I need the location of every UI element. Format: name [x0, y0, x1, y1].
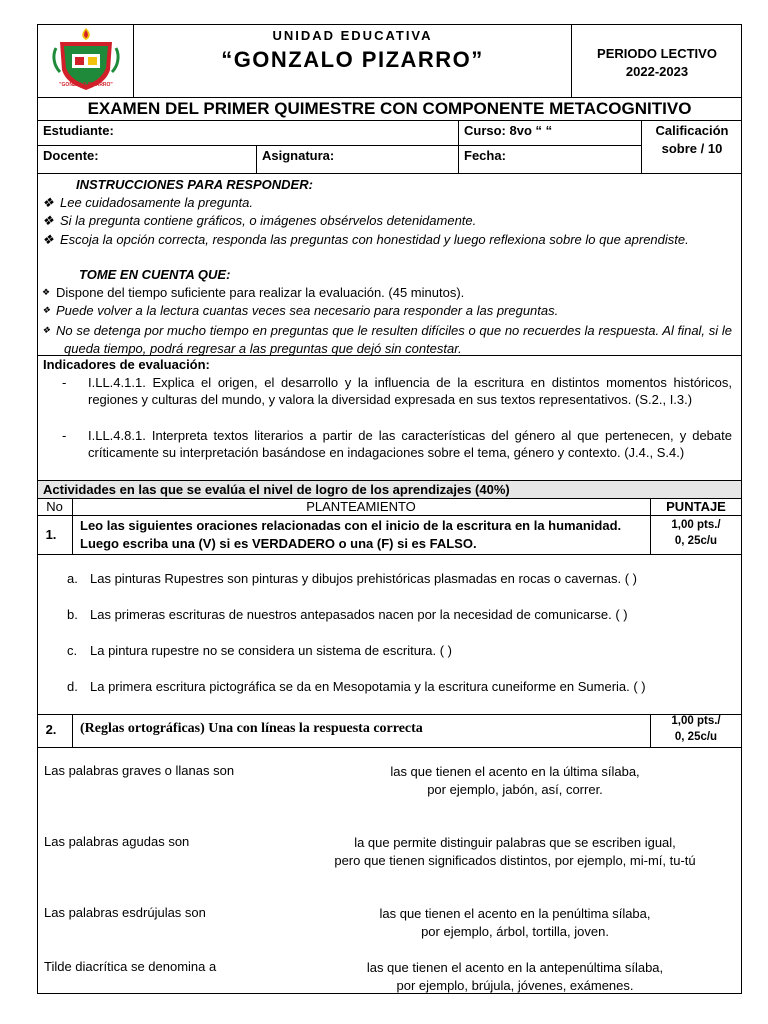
diamond-bullet-icon: ❖ [42, 305, 51, 315]
matching-right-item: la que permite distinguir palabras que se escriben igual, pero que tienen significados distintos, por ejemplo, mi-mí, tu-tú [334, 835, 696, 868]
teacher-label: Docente: [43, 148, 99, 163]
date-label: Fecha: [464, 148, 506, 163]
diamond-bullet-icon: ❖ [42, 213, 54, 228]
question-number: 1. [45, 527, 57, 542]
rule [37, 97, 741, 98]
field-divider [458, 120, 459, 173]
true-false-item: d. La primera escritura pictográfica se da en Mesopotamia y la escritura cuneiforme en Sumeria. ( ) [67, 679, 646, 694]
question-number: 2. [45, 722, 57, 737]
school-logo [50, 26, 122, 94]
note-item: ❖ No se detenga por mucho tiempo en preguntas que le resulten difíciles o que no recuerdes la respuesta. Al final, si le queda tiempo, podrá regresar a las preguntas que dejó sin contestar. [42, 323, 732, 356]
matching-left-item: Las palabras esdrújulas son [44, 905, 206, 920]
matching-left-item: Tilde diacrítica se denomina a [44, 959, 217, 974]
score-line2: 0, 25c/u [674, 731, 718, 743]
rule [37, 145, 641, 146]
course-label: Curso: 8vo “ “ [464, 123, 553, 138]
diamond-bullet-icon: ❖ [42, 325, 51, 335]
note-item: ❖ Puede volver a la lectura cuantas veces sea necesario para responder a las preguntas. [42, 303, 559, 318]
institution-name: “GONZALO PIZARRO” [221, 47, 484, 72]
rule [37, 714, 741, 715]
matching-left-item: Las palabras graves o llanas son [44, 763, 235, 778]
subject-label: Asignatura: [262, 148, 335, 163]
rule [37, 747, 741, 748]
rule [37, 554, 741, 555]
matching-left-item: Las palabras agudas son [44, 834, 190, 849]
col-divider [72, 714, 73, 747]
rule [37, 515, 741, 516]
rule [37, 120, 741, 121]
col-statement-header: PLANTEAMIENTO [306, 499, 416, 514]
diamond-bullet-icon: ❖ [42, 195, 54, 210]
logo-text: "GONZALO PIZARRO" [59, 82, 113, 88]
true-false-item: a. Las pinturas Rupestres son pinturas y dibujos prehistóricas plasmadas en rocas o cavernas. ( ) [67, 571, 637, 586]
instructions-title: INSTRUCCIONES PARA RESPONDER: [76, 177, 313, 192]
indicators-title: Indicadores de evaluación: [43, 357, 210, 372]
score-line2: 0, 25c/u [674, 535, 718, 547]
col-score-header: PUNTAJE [666, 499, 726, 514]
field-divider [256, 145, 257, 173]
instruction-item: ❖ Si la pregunta contiene gráficos, o imágenes obsérvelos detenidamente. [42, 213, 477, 228]
true-false-item: c. La pintura rupestre no se considera un sistema de escritura. ( ) [67, 643, 453, 658]
activities-title: Actividades en las que se evalúa el nivel de logro de los aprendizajes (40%) [38, 481, 741, 498]
exam-title: EXAMEN DEL PRIMER QUIMESTRE CON COMPONENTE METACOGNITIVO [87, 99, 692, 118]
col-no-header: No [46, 499, 63, 514]
note-title: TOME EN CUENTA QUE: [79, 267, 231, 282]
score-line1: 1,00 pts./ [671, 519, 721, 531]
rule [37, 173, 741, 174]
matching-right-item: las que tienen el acento en la penúltima sílaba, por ejemplo, árbol, tortilla, joven. [379, 906, 651, 939]
student-label: Estudiante: [43, 123, 114, 138]
period-value: 2022-2023 [625, 64, 689, 79]
period-label: PERIODO LECTIVO [597, 46, 717, 61]
diamond-bullet-icon: ❖ [42, 232, 54, 247]
institution-line1: UNIDAD EDUCATIVA [272, 28, 433, 43]
indicator-item: - I.LL.4.8.1. Interpreta textos literarios a partir de las características del género al que pertenecen, y debate críticamente su interpretación basándose en indagaciones sobre el tema, género y contexto. (J.4., S.4.) [62, 428, 732, 460]
grade-label-line1: Calificación [655, 123, 729, 138]
rule [37, 355, 741, 356]
instruction-item: ❖ Lee cuidadosamente la pregunta. [42, 195, 253, 210]
instruction-item: ❖ Escoja la opción correcta, responda las preguntas con honestidad y luego reflexiona sobre lo que aprendiste. [42, 232, 689, 247]
indicator-item: - I.LL.4.1.1. Explica el origen, el desarrollo y la influencia de la escritura en distintos momentos históricos, regiones y culturas del mundo, y valora la diversidad expresada en sus textos representativos. (S.2., I.3.) [62, 375, 732, 407]
note-item: ❖ Dispone del tiempo suficiente para realizar la evaluación. (45 minutos). [42, 285, 465, 300]
matching-right-item: las que tienen el acento en la antepenúltima sílaba, por ejemplo, brújula, jóvenes, exámenes. [366, 960, 664, 993]
matching-right-item: las que tienen el acento en la última sílaba, por ejemplo, jabón, así, correr. [390, 764, 640, 797]
true-false-item: b. Las primeras escrituras de nuestros antepasados nacen por la necesidad de comunicarse. ( ) [67, 607, 628, 622]
question-statement: (Reglas ortográficas) Una con líneas la respuesta correcta [80, 721, 423, 736]
grade-label-line2: sobre / 10 [661, 141, 723, 156]
diamond-bullet-icon: ❖ [42, 287, 51, 297]
col-divider [72, 498, 73, 554]
question-statement-line2: Luego escriba una (V) si es VERDADERO o una (F) si es FALSO. [80, 536, 477, 551]
score-line1: 1,00 pts./ [671, 715, 721, 727]
question-statement-line1: Leo las siguientes oraciones relacionadas con el inicio de la escritura en la humanidad. [80, 518, 622, 533]
